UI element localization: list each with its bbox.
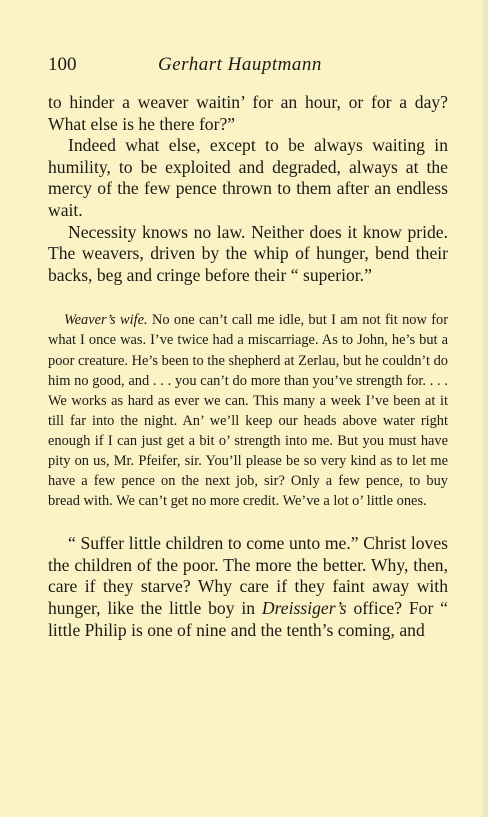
paragraph-text: office? For “ little Philip is one of nine and the tenth’s coming, and (48, 598, 448, 640)
paragraph (48, 533, 448, 641)
paragraph-text: “ Suffer little children to come unto me.” Christ loves the children of the poor. The more the better. Why, then, care if they starve? Why care if they faint away with hunger, like the little boy in (48, 533, 448, 619)
paragraph: Necessity knows no law. Neither does it know pride. The weavers, driven by the whip of hunger, bend their backs, beg and cringe before their “ superior.” (48, 221, 448, 285)
page-edge (482, 0, 488, 817)
page-number: 100 (48, 54, 77, 75)
block-quote (48, 310, 448, 511)
paragraph: Indeed what else, except to be always waiting in humility, to be exploited and degraded, always at the mercy of the few pence thrown to them after an endless wait. (48, 135, 448, 220)
emphasized-name: Dreissiger’s (261, 598, 347, 619)
quote-speaker: Weaver’s wife. (64, 312, 148, 329)
page-body (48, 92, 448, 641)
quote-text: No one can’t call me idle, but I am not fit now for what I once was. I’ve twice had a miscarriage. As to John, he’s but a poor creature. He’s been to the shepherd at Zerlau, but he couldn’t do him no good, and . . . you can’t do more than you’ve strength for. . . . We works as hard as ever we can. This many a week I’ve been at it till far into the night. An’ we’ll keep our heads above water right enough if I can just get a bit o’ strength into me. But you must have pity on us, Mr. Pfeifer, sir. You’ll please be so very kind as to let me have a few pence on the next job, sir? Only a few pence, to buy bread with. We can’t get no more credit. We’ve a lot o’ little ones. (48, 312, 448, 510)
page-header (48, 54, 448, 76)
paragraph-continued: to hinder a weaver waitin’ for an hour, or for a day? What else is he there for?” (48, 92, 448, 134)
running-head: Gerhart Hauptmann (158, 54, 322, 75)
